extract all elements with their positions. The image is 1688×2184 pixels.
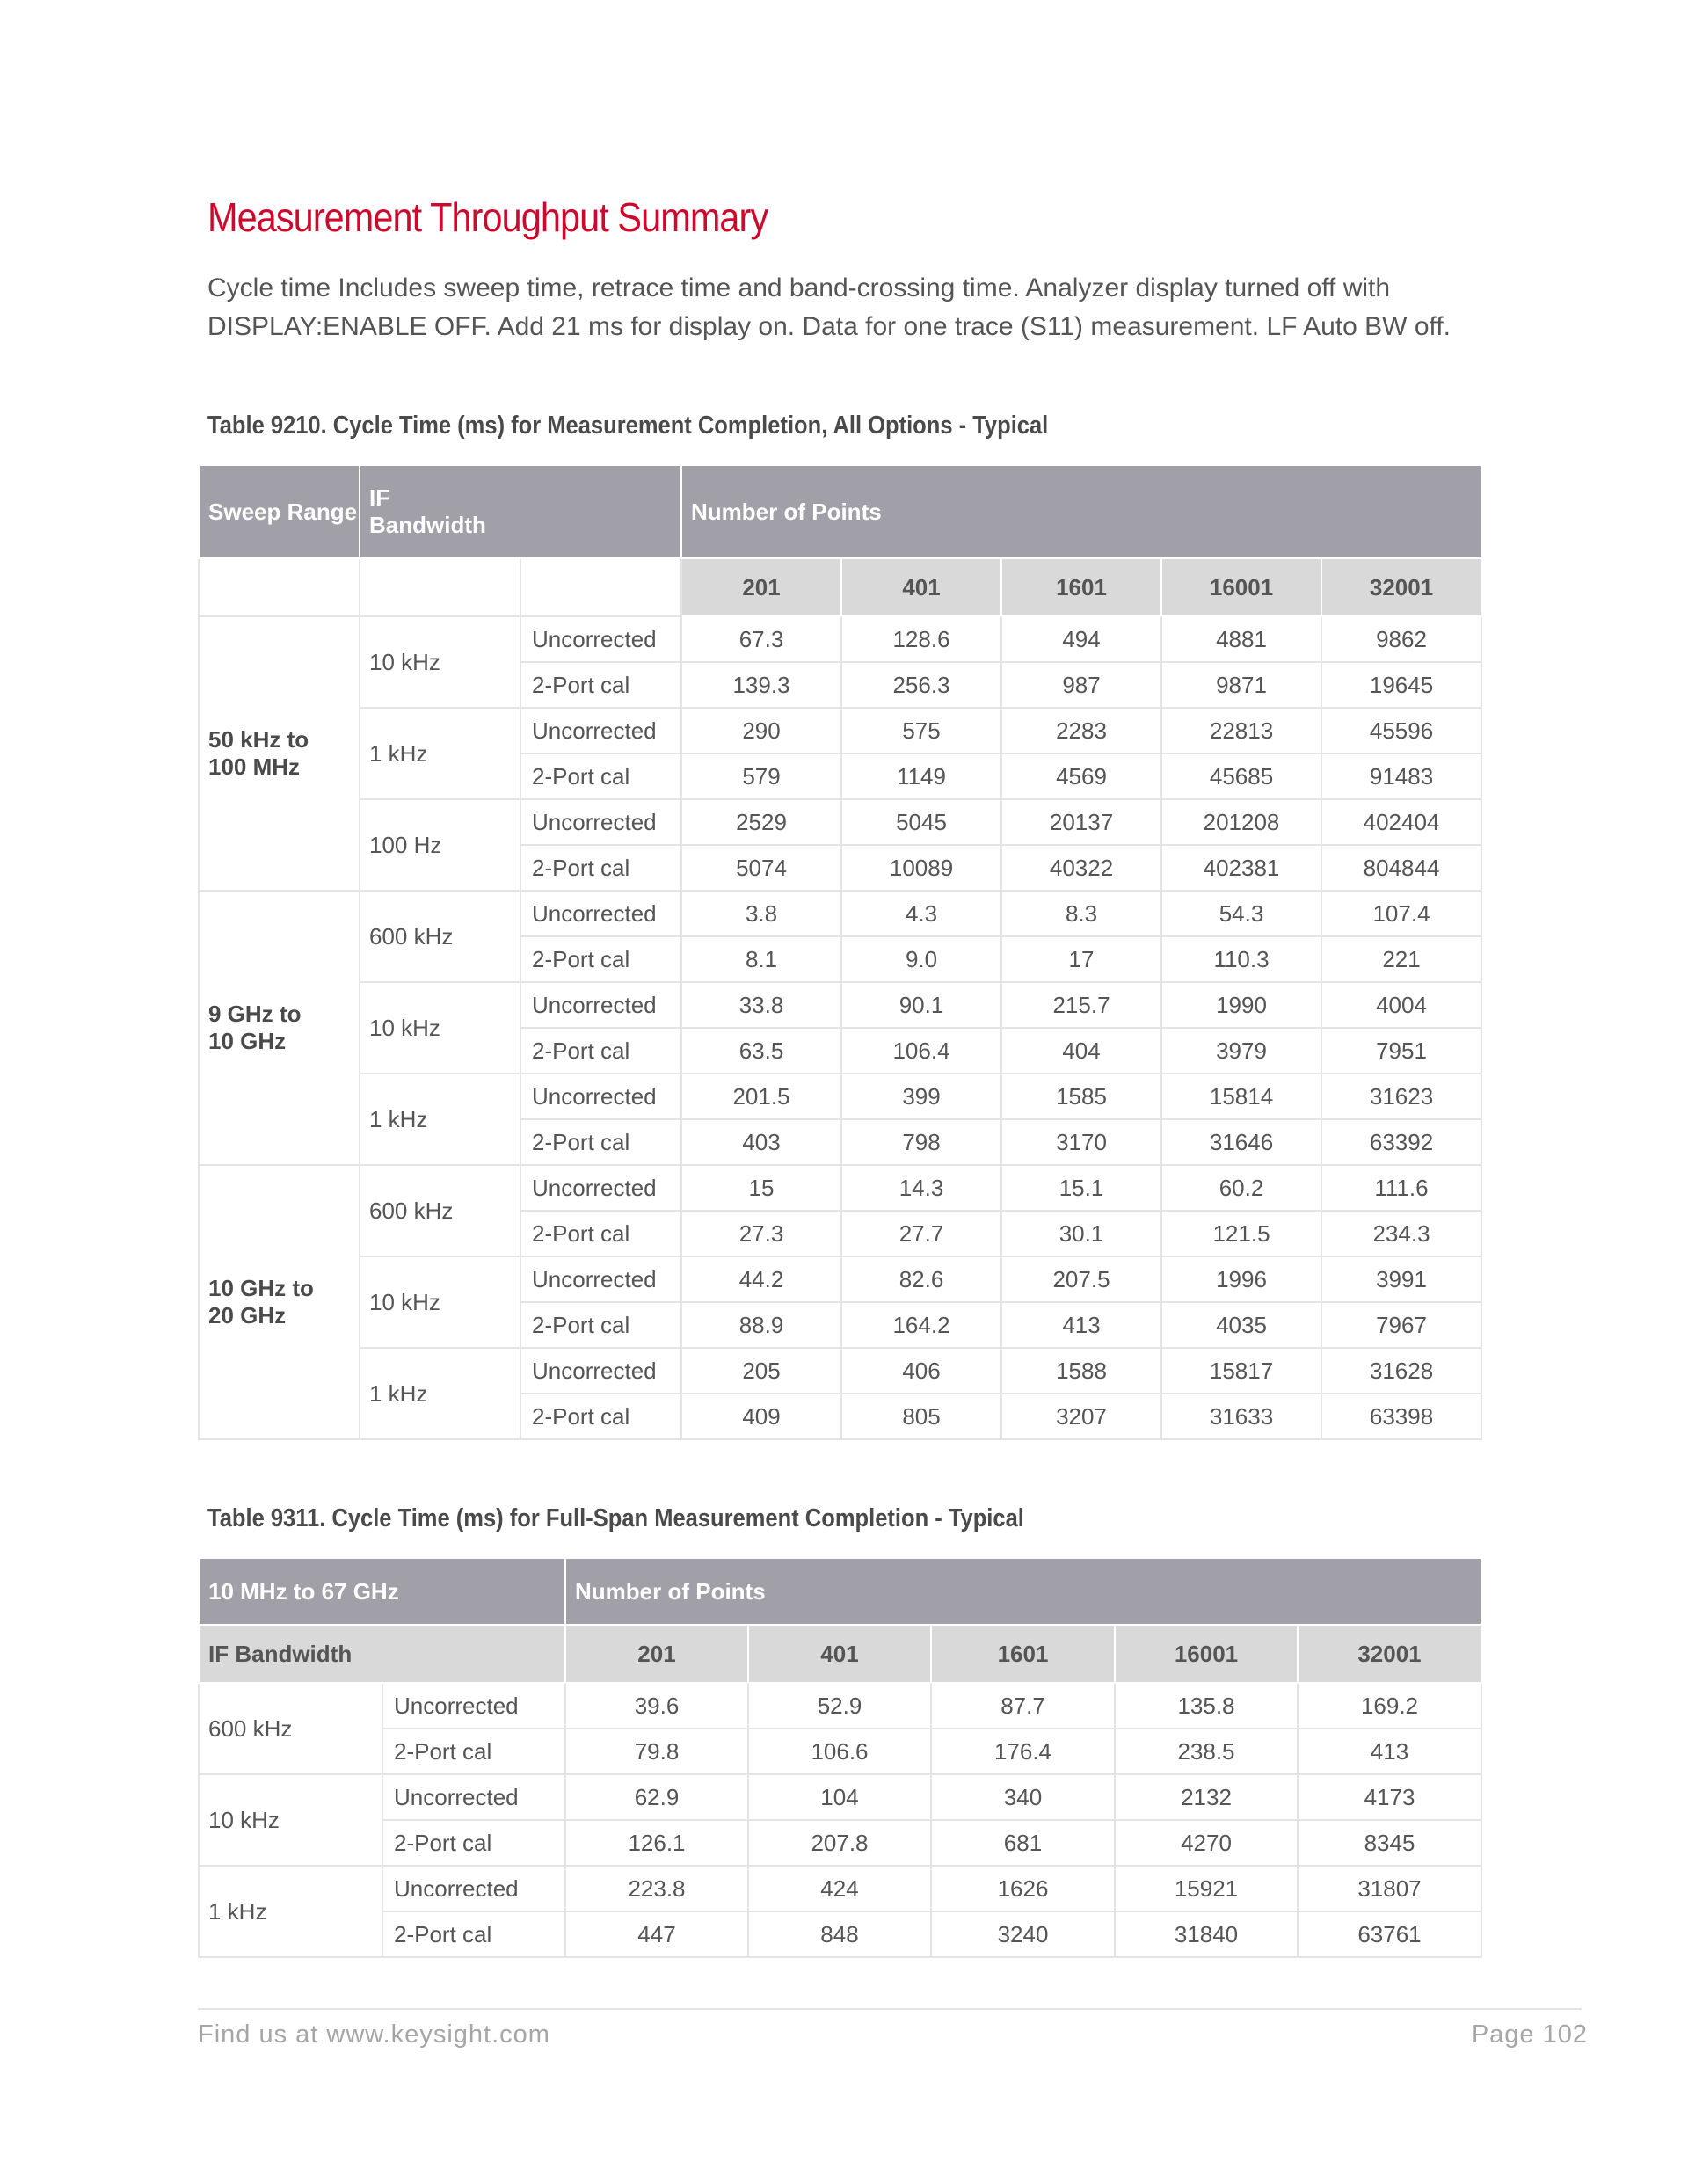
cycle-time-value: 31840 [1115,1911,1298,1957]
cycle-time-value: 1990 [1161,982,1321,1028]
cycle-time-value: 27.7 [841,1211,1001,1256]
if-bandwidth-cell: 1 kHz [360,1348,520,1439]
calibration-label: 2-Port cal [520,753,681,799]
cycle-time-value: 135.8 [1115,1683,1298,1729]
cycle-time-value: 9862 [1321,616,1481,662]
cycle-time-value: 139.3 [681,662,841,708]
calibration-label: Uncorrected [520,616,681,662]
cycle-time-value: 681 [931,1820,1115,1866]
table-row [199,616,1481,662]
cycle-time-value: 575 [841,708,1001,753]
cycle-time-value: 22813 [1161,708,1321,753]
cycle-time-value: 3991 [1321,1256,1481,1302]
cycle-time-value: 404 [1001,1028,1161,1074]
cycle-time-value: 164.2 [841,1302,1001,1348]
calibration-label: Uncorrected [520,982,681,1028]
points-header: 401 [841,558,1001,616]
cycle-time-value: 409 [681,1394,841,1439]
if-bandwidth-cell: 10 kHz [360,1256,520,1348]
cycle-time-value: 4569 [1001,753,1161,799]
cycle-time-value: 1149 [841,753,1001,799]
cycle-time-value: 63392 [1321,1119,1481,1165]
points-header: 401 [748,1625,931,1683]
table-row [199,799,1481,845]
cycle-time-value: 31646 [1161,1119,1321,1165]
cycle-time-value: 128.6 [841,616,1001,662]
table-row [199,1866,1481,1911]
cycle-time-value: 121.5 [1161,1211,1321,1256]
if-bandwidth-header: IF Bandwidth [360,465,681,558]
cycle-time-value: 104 [748,1774,931,1820]
cycle-time-value: 1588 [1001,1348,1161,1394]
cycle-time-value: 4004 [1321,982,1481,1028]
cycle-time-value: 63.5 [681,1028,841,1074]
calibration-label: 2-Port cal [520,662,681,708]
calibration-label: Uncorrected [520,708,681,753]
calibration-label: 2-Port cal [520,1211,681,1256]
cycle-time-value: 3240 [931,1911,1115,1957]
if-bandwidth-cell: 10 kHz [360,982,520,1074]
number-of-points-header: Number of Points [565,1558,1481,1625]
cycle-time-value: 15814 [1161,1074,1321,1119]
cycle-time-value: 169.2 [1298,1683,1481,1729]
cycle-time-value: 3170 [1001,1119,1161,1165]
calibration-label: Uncorrected [382,1774,565,1820]
cycle-time-value: 110.3 [1161,936,1321,982]
cycle-time-value: 31623 [1321,1074,1481,1119]
cycle-time-value: 45596 [1321,708,1481,753]
calibration-label: 2-Port cal [520,1302,681,1348]
cycle-time-value: 290 [681,708,841,753]
cycle-time-value: 106.4 [841,1028,1001,1074]
cycle-time-value: 5074 [681,845,841,891]
points-header: 1601 [1001,558,1161,616]
calibration-label: Uncorrected [520,1256,681,1302]
cycle-time-value: 111.6 [1321,1165,1481,1211]
cycle-time-value: 5045 [841,799,1001,845]
calibration-label: 2-Port cal [520,936,681,982]
points-header: 1601 [931,1625,1115,1683]
cycle-time-value: 106.6 [748,1729,931,1774]
if-bandwidth-cell: 100 Hz [360,799,520,891]
cycle-time-value: 44.2 [681,1256,841,1302]
cycle-time-value: 987 [1001,662,1161,708]
table-row [199,1774,1481,1820]
cycle-time-value: 67.3 [681,616,841,662]
table-row [199,1348,1481,1394]
table-row [199,1683,1481,1729]
cycle-time-value: 2283 [1001,708,1161,753]
table-row [199,982,1481,1028]
points-header: 16001 [1161,558,1321,616]
footer-divider [198,2008,1582,2010]
calibration-label: 2-Port cal [520,1028,681,1074]
cycle-time-value: 805 [841,1394,1001,1439]
footer-website: Find us at www.keysight.com [198,2020,550,2049]
cycle-time-value: 17 [1001,936,1161,982]
cycle-time-value: 88.9 [681,1302,841,1348]
blank-cell [360,558,520,616]
page-title: Measurement Throughput Summary [207,194,768,240]
if-bandwidth-cell: 10 kHz [360,616,520,708]
cycle-time-value: 215.7 [1001,982,1161,1028]
cycle-time-value: 79.8 [565,1729,748,1774]
range-header: 10 MHz to 67 GHz [199,1558,565,1625]
cycle-time-value: 798 [841,1119,1001,1165]
if-bandwidth-header: IF Bandwidth [199,1625,565,1683]
cycle-time-value: 402381 [1161,845,1321,891]
cycle-time-value: 15.1 [1001,1165,1161,1211]
table-row [199,1256,1481,1302]
cycle-time-value: 8345 [1298,1820,1481,1866]
if-bandwidth-cell: 10 kHz [199,1774,382,1866]
cycle-time-value: 40322 [1001,845,1161,891]
cycle-time-value: 7967 [1321,1302,1481,1348]
calibration-label: 2-Port cal [520,1394,681,1439]
table-row [199,1165,1481,1211]
cycle-time-value: 63398 [1321,1394,1481,1439]
cycle-time-value: 9871 [1161,662,1321,708]
cycle-time-value: 19645 [1321,662,1481,708]
cycle-time-value: 1585 [1001,1074,1161,1119]
cycle-time-value: 848 [748,1911,931,1957]
cycle-time-value: 4173 [1298,1774,1481,1820]
if-bandwidth-cell: 600 kHz [360,891,520,982]
blank-cell [520,558,681,616]
points-header: 201 [681,558,841,616]
cycle-time-value: 406 [841,1348,1001,1394]
cycle-time-value: 15817 [1161,1348,1321,1394]
cycle-time-value: 31807 [1298,1866,1481,1911]
sweep-range-cell: 9 GHz to 10 GHz [199,891,360,1165]
cycle-time-value: 207.5 [1001,1256,1161,1302]
table-row [199,891,1481,936]
cycle-time-value: 494 [1001,616,1161,662]
cycle-time-value: 4035 [1161,1302,1321,1348]
cycle-time-value: 54.3 [1161,891,1321,936]
cycle-time-table [198,464,1482,1440]
calibration-label: Uncorrected [520,1074,681,1119]
intro-paragraph: Cycle time Includes sweep time, retrace time and band-crossing time. Analyzer display turned off with DISPLAY:ENABLE OFF. Add 21 ms for display on. Data for one trace (S11) measurement. LF Auto BW off. [207,273,1451,341]
cycle-time-value: 223.8 [565,1866,748,1911]
cycle-time-value: 8.1 [681,936,841,982]
calibration-label: 2-Port cal [382,1911,565,1957]
cycle-time-value: 403 [681,1119,841,1165]
cycle-time-value: 87.7 [931,1683,1115,1729]
cycle-time-value: 402404 [1321,799,1481,845]
cycle-time-value: 1626 [931,1866,1115,1911]
calibration-label: Uncorrected [520,799,681,845]
blank-cell [199,558,360,616]
calibration-label: Uncorrected [520,1165,681,1211]
cycle-time-value: 3979 [1161,1028,1321,1074]
cycle-time-value: 424 [748,1866,931,1911]
cycle-time-value: 107.4 [1321,891,1481,936]
cycle-time-value: 2529 [681,799,841,845]
cycle-time-value: 176.4 [931,1729,1115,1774]
cycle-time-value: 90.1 [841,982,1001,1028]
sweep-range-cell: 50 kHz to 100 MHz [199,616,360,891]
calibration-label: Uncorrected [520,891,681,936]
cycle-time-value: 4270 [1115,1820,1298,1866]
cycle-time-value: 413 [1001,1302,1161,1348]
points-header: 32001 [1298,1625,1481,1683]
cycle-time-value: 340 [931,1774,1115,1820]
cycle-time-value: 2132 [1115,1774,1298,1820]
footer-page-number: Page 102 [1471,2020,1588,2049]
cycle-time-value: 447 [565,1911,748,1957]
cycle-time-value: 3.8 [681,891,841,936]
cycle-time-value: 579 [681,753,841,799]
cycle-time-value: 207.8 [748,1820,931,1866]
cycle-time-value: 4881 [1161,616,1321,662]
cycle-time-value: 45685 [1161,753,1321,799]
cycle-time-value: 52.9 [748,1683,931,1729]
if-bandwidth-cell: 600 kHz [360,1165,520,1256]
cycle-time-value: 15 [681,1165,841,1211]
cycle-time-value: 63761 [1298,1911,1481,1957]
cycle-time-value: 15921 [1115,1866,1298,1911]
cycle-time-value: 804844 [1321,845,1481,891]
cycle-time-value: 27.3 [681,1211,841,1256]
cycle-time-value: 126.1 [565,1820,748,1866]
calibration-label: Uncorrected [382,1866,565,1911]
cycle-time-value: 8.3 [1001,891,1161,936]
points-header: 32001 [1321,558,1481,616]
cycle-time-value: 31628 [1321,1348,1481,1394]
cycle-time-value: 256.3 [841,662,1001,708]
table-row [199,1820,1481,1866]
cycle-time-value: 234.3 [1321,1211,1481,1256]
cycle-time-value: 20137 [1001,799,1161,845]
cycle-time-value: 62.9 [565,1774,748,1820]
points-header: 16001 [1115,1625,1298,1683]
cycle-time-value: 238.5 [1115,1729,1298,1774]
cycle-time-value: 3207 [1001,1394,1161,1439]
cycle-time-value: 413 [1298,1729,1481,1774]
points-header: 201 [565,1625,748,1683]
table1-caption: Table 9210. Cycle Time (ms) for Measurement Completion, All Options - Typical [207,411,1049,440]
full-span-cycle-time-table [198,1557,1482,1958]
number-of-points-header: Number of Points [681,465,1481,558]
if-bandwidth-cell: 1 kHz [199,1866,382,1957]
calibration-label: 2-Port cal [382,1729,565,1774]
table-row [199,708,1481,753]
calibration-label: 2-Port cal [382,1820,565,1866]
cycle-time-value: 201208 [1161,799,1321,845]
cycle-time-value: 39.6 [565,1683,748,1729]
calibration-label: Uncorrected [382,1683,565,1729]
calibration-label: 2-Port cal [520,845,681,891]
calibration-label: 2-Port cal [520,1119,681,1165]
cycle-time-value: 399 [841,1074,1001,1119]
if-bandwidth-cell: 600 kHz [199,1683,382,1774]
cycle-time-value: 33.8 [681,982,841,1028]
cycle-time-value: 9.0 [841,936,1001,982]
sweep-range-header: Sweep Range [199,465,360,558]
table-row [199,1729,1481,1774]
cycle-time-value: 221 [1321,936,1481,982]
sweep-range-cell: 10 GHz to 20 GHz [199,1165,360,1439]
calibration-label: Uncorrected [520,1348,681,1394]
cycle-time-value: 14.3 [841,1165,1001,1211]
cycle-time-value: 31633 [1161,1394,1321,1439]
cycle-time-value: 10089 [841,845,1001,891]
if-bandwidth-cell: 1 kHz [360,1074,520,1165]
if-bandwidth-cell: 1 kHz [360,708,520,799]
cycle-time-value: 91483 [1321,753,1481,799]
table2-caption: Table 9311. Cycle Time (ms) for Full-Span Measurement Completion - Typical [207,1504,1024,1532]
cycle-time-value: 205 [681,1348,841,1394]
table-row [199,1074,1481,1119]
table-row [199,1911,1481,1957]
cycle-time-value: 30.1 [1001,1211,1161,1256]
cycle-time-value: 4.3 [841,891,1001,936]
cycle-time-value: 201.5 [681,1074,841,1119]
cycle-time-value: 82.6 [841,1256,1001,1302]
cycle-time-value: 7951 [1321,1028,1481,1074]
cycle-time-value: 1996 [1161,1256,1321,1302]
cycle-time-value: 60.2 [1161,1165,1321,1211]
